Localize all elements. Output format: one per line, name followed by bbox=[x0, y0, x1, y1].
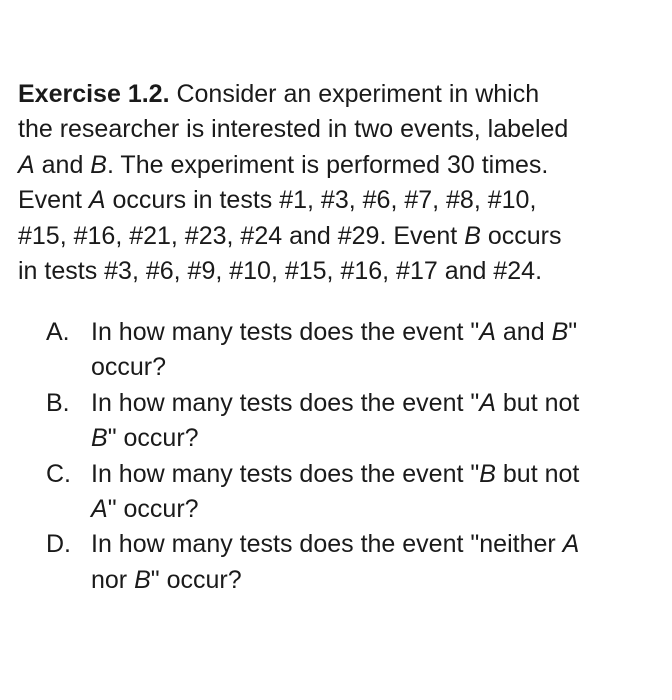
text-run: occurs bbox=[480, 221, 562, 250]
text-run: " occur? bbox=[107, 495, 199, 524]
text-run: occur? bbox=[91, 353, 167, 382]
exercise-line bbox=[18, 77, 663, 112]
italic-variable: B bbox=[479, 459, 496, 488]
question-letter: D. bbox=[46, 530, 71, 559]
italic-variable: B bbox=[551, 318, 569, 346]
text-run: In how many tests does the event "neither bbox=[91, 530, 563, 559]
exercise-line bbox=[18, 254, 663, 289]
exercise-line bbox=[18, 219, 663, 254]
exercise-line-text bbox=[170, 80, 540, 108]
text-run: " bbox=[568, 318, 578, 346]
text-run: the researcher is interested in two events, labeled bbox=[18, 115, 569, 144]
text-run: and bbox=[34, 150, 91, 179]
question-line bbox=[0, 457, 672, 492]
italic-variable: A bbox=[18, 150, 35, 179]
italic-variable: B bbox=[464, 221, 481, 250]
italic-variable: A bbox=[562, 530, 580, 559]
text-run: In how many tests does the event " bbox=[91, 318, 480, 346]
text-run: Event bbox=[18, 186, 89, 215]
text-run: but not bbox=[495, 459, 580, 488]
text-run: Consider an experiment in which bbox=[169, 80, 540, 108]
text-run: In how many tests does the event " bbox=[91, 388, 480, 417]
italic-variable: B bbox=[90, 150, 107, 179]
exercise-line bbox=[18, 148, 663, 183]
question-d bbox=[0, 527, 672, 598]
text-run: nor bbox=[91, 565, 135, 594]
exercise-line bbox=[18, 112, 663, 147]
question-a bbox=[0, 315, 672, 386]
italic-variable: A bbox=[88, 186, 106, 215]
italic-variable: A bbox=[479, 318, 496, 346]
text-run: #15, #16, #21, #23, #24 and #29. Event bbox=[18, 221, 465, 250]
question-letter: C. bbox=[46, 459, 71, 488]
italic-variable: B bbox=[134, 565, 151, 594]
italic-variable: A bbox=[91, 495, 108, 524]
question-line bbox=[0, 421, 672, 456]
exercise-label: Exercise 1.2. bbox=[18, 80, 170, 108]
question-letter: B. bbox=[46, 388, 70, 417]
italic-variable: B bbox=[91, 424, 108, 453]
question-line bbox=[0, 563, 672, 598]
question-letter: A. bbox=[46, 318, 70, 346]
question-line bbox=[0, 315, 672, 350]
question-line bbox=[0, 386, 672, 421]
question-line bbox=[0, 350, 672, 385]
question-line bbox=[0, 527, 672, 562]
text-run: " occur? bbox=[150, 565, 242, 594]
question-c bbox=[0, 457, 672, 528]
question-list bbox=[0, 315, 672, 598]
italic-variable: A bbox=[479, 388, 496, 417]
text-run: and bbox=[495, 318, 552, 346]
text-run: . The experiment is performed 30 times. bbox=[106, 150, 549, 179]
text-run: " occur? bbox=[107, 424, 199, 453]
text-run: but not bbox=[495, 388, 580, 417]
text-run: in tests #3, #6, #9, #10, #15, #16, #17 and #24. bbox=[18, 257, 543, 286]
text-run: occurs in tests #1, #3, #6, #7, #8, #10, bbox=[105, 186, 537, 215]
exercise-statement bbox=[18, 77, 663, 289]
question-line bbox=[0, 492, 672, 527]
exercise-line bbox=[18, 183, 663, 218]
text-run: In how many tests does the event " bbox=[91, 459, 480, 488]
question-b bbox=[0, 386, 672, 457]
